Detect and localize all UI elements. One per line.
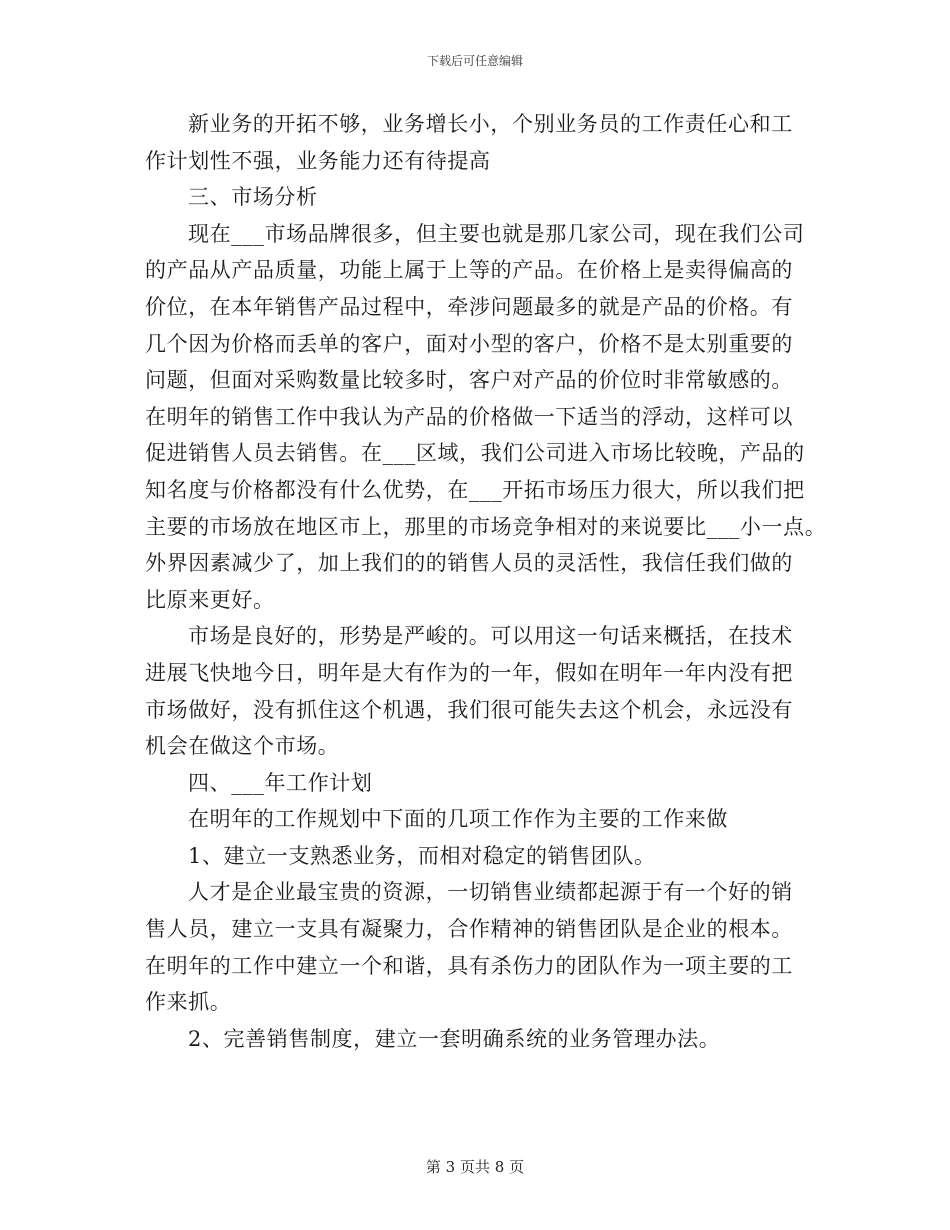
text-line: 知名度与价格都没有什么优势，在___开拓市场压力很大，所以我们把: [145, 477, 805, 502]
text-line: 售人员，建立一支具有凝聚力，合作精神的销售团队是企业的根本。: [145, 917, 793, 942]
page-header: 下载后可任意编辑: [426, 54, 523, 68]
text-line: 作计划性不强，业务能力还有待提高: [145, 148, 491, 173]
text-line: 问题，但面对采购数量比较多时，客户对产品的价位时非常敏感的。: [145, 368, 793, 393]
text-line: 人才是企业最宝贵的资源，一切销售业绩都起源于有一个好的销: [188, 880, 793, 905]
text-line: 在明年的工作中建立一个和谐，具有杀伤力的团队作为一项主要的工: [145, 953, 793, 978]
document-body: [145, 106, 835, 1057]
text-line: 新业务的开拓不够，业务增长小，个别业务员的工作责任心和工: [188, 112, 793, 136]
text-line: 主要的市场放在地区市上，那里的市场竞争相对的来说要比___小一点。: [145, 514, 827, 539]
text-line: 进展飞快地今日，明年是大有作为的一年，假如在明年一年内没有把: [145, 660, 793, 685]
text-line: 几个因为价格而丢单的客户，面对小型的客户，价格不是太别重要的: [145, 331, 793, 356]
section-heading: 四、___年工作计划: [188, 770, 373, 795]
list-item: 2、完善销售制度，建立一套明确系统的业务管理办法。: [188, 1026, 721, 1051]
list-item: 1、建立一支熟悉业务，而相对稳定的销售团队。: [188, 843, 656, 868]
text-line: 在明年的工作规划中下面的几项工作作为主要的工作来做: [188, 807, 728, 832]
text-line: 市场是良好的，形势是严峻的。可以用这一句话来概括，在技术: [188, 624, 793, 649]
text-line: 比原来更好。: [145, 587, 275, 612]
text-line: 外界因素减少了，加上我们的的销售人员的灵活性，我信任我们做的: [145, 551, 793, 576]
text-line: 市场做好，没有抓住这个机遇，我们很可能失去这个机会，永远没有: [145, 697, 793, 722]
page-number: 第 3 页共 8 页: [425, 1158, 525, 1176]
text-line: 的产品从产品质量，功能上属于上等的产品。在价格上是卖得偏高的: [145, 258, 793, 283]
text-line: 机会在做这个市场。: [145, 734, 340, 759]
section-heading: 三、市场分析: [188, 185, 318, 210]
text-line: 现在___市场品牌很多，但主要也就是那几家公司，现在我们公司: [188, 221, 805, 246]
text-line: 在明年的销售工作中我认为产品的价格做一下适当的浮动，这样可以: [145, 404, 793, 429]
text-line: 促进销售人员去销售。在___区域，我们公司进入市场比较晚，产品的: [145, 441, 805, 466]
text-line: 作来抓。: [145, 990, 232, 1015]
text-line: 价位，在本年销售产品过程中，牵涉问题最多的就是产品的价格。有: [145, 294, 793, 319]
